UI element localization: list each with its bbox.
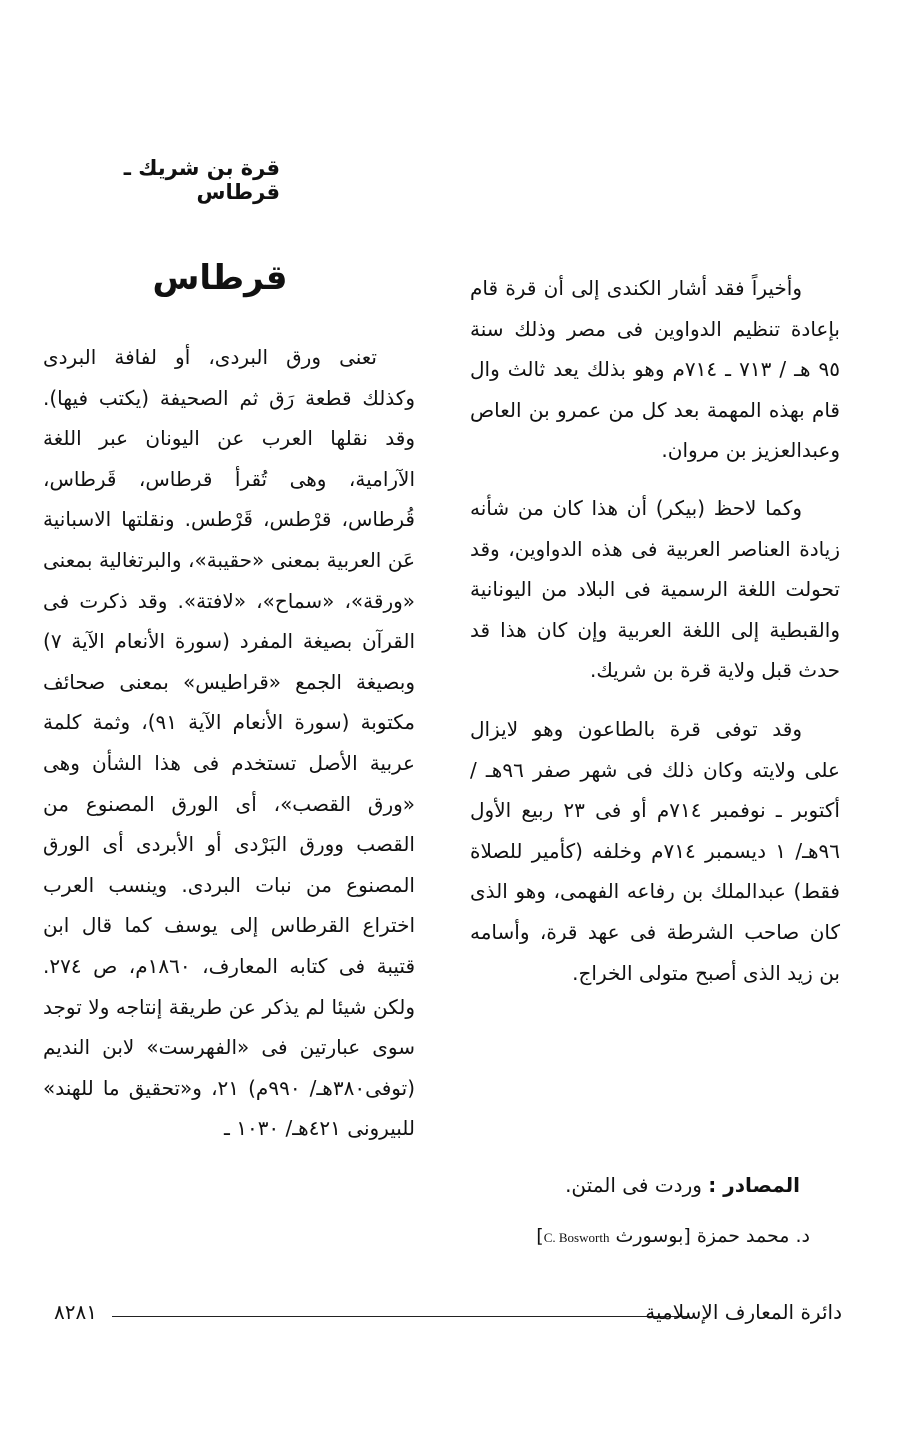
paragraph: تعنى ورق البردى، أو لفافة البردى وكذلك قطعة رَق ثم الصحيفة (يكتب فيها). وقد نقلها العرب عن اليونان عبر اللغة الآرامية، وهى تُقرأ قرطاس، قَرطاس، قُرطاس، قرْطس، قَرْطس. ونقلتها الاسبانية عَن العربية بمعنى «حقيبة»، والبرتغالية بمعنى «ورقة»، «سماح»، «لافتة». وقد ذكرت فى القرآن بصيغة المفرد (سورة الأنعام الآية ٧) وبصيغة الجمع «قراطيس» بمعنى صحائف مكتوبة (سورة الأنعام الآية ٩١)، وثمة كلمة عربية الأصل تستخدم فى هذا الشأن وهى «ورق القصب»، أى الورق المصنوع من القصب وورق البَرْدى أو الأبردى أى الورق المصنوع من نبات البردى. وينسب العرب اختراع القرطاس إلى يوسف كما قال ابن قتيبة فى كتابه المعارف، ١٨٦٠م، ص ٢٧٤. ولكن شيئا لم يذكر عن طريقة إنتاجه ولا توجد سوى عبارتين فى «الفهرست» لابن النديم (توفى٣٨٠هـ/ ٩٩٠م) ٢١، و«تحقيق ما للهند» للبيرونى ٤٢١هـ/ ١٠٣٠ ـ xyxy=(43,345,416,1141)
author-bracket-close: ] xyxy=(536,1225,544,1247)
encyclopedia-title: دائرة المعارف الإسلامية xyxy=(645,1300,842,1324)
sources-label: المصادر : xyxy=(708,1173,800,1197)
right-column xyxy=(470,268,840,993)
left-column xyxy=(43,337,415,1149)
paragraph: وأخيراً فقد أشار الكندى إلى أن قرة قام بإعادة تنظيم الدواوين فى مصر وذلك سنة ٩٥ هـ / ٧١٣ ـ ٧١٤م وهو بذلك يعد ثالث وال قام بهذه المهمة بعد كل من عمرو بن العاص وعبدالعزيز بن مروان. xyxy=(470,276,841,463)
paragraph: وكما لاحظ (بيكر) أن هذا كان من شأنه زيادة العناصر العربية فى هذه الدواوين، وقد تحولت اللغة الرسمية فى البلاد من اليونانية والقبطية إلى اللغة العربية وإن كان هذا قد حدث قبل ولاية قرة بن شريك. xyxy=(470,495,840,683)
footer-rule xyxy=(112,1316,690,1317)
page-footer xyxy=(54,1300,842,1330)
sources-line xyxy=(470,1173,800,1197)
page-number: ٨٢٨١ xyxy=(54,1300,97,1324)
author-latin-name: C. Bosworth xyxy=(543,1230,610,1245)
sources-text: وردت فى المتن. xyxy=(565,1173,702,1197)
running-header: قرة بن شريك ـ قرطاس xyxy=(123,156,280,204)
author-name: د. محمد حمزة [بوسورث xyxy=(615,1225,810,1247)
paragraph: وقد توفى قرة بالطاعون وهو لايزال على ولايته وكان ذلك فى شهر صفر ٩٦هـ / أكتوبر ـ نوفمبر ٧١٤م أو فى ٢٣ ربيع الأول ٩٦هـ/ ١ ديسمبر ٧١٤م وخلفه (كأمير للصلاة فقط) عبدالملك بن رفاعه الفهمى، وهو الذى كان صاحب الشرطة فى عهد قرة، وأسامه بن زيد الذى أصبح متولى الخراج. xyxy=(470,716,840,985)
article-title: قرطاس xyxy=(152,258,288,298)
author-signature xyxy=(470,1225,810,1247)
